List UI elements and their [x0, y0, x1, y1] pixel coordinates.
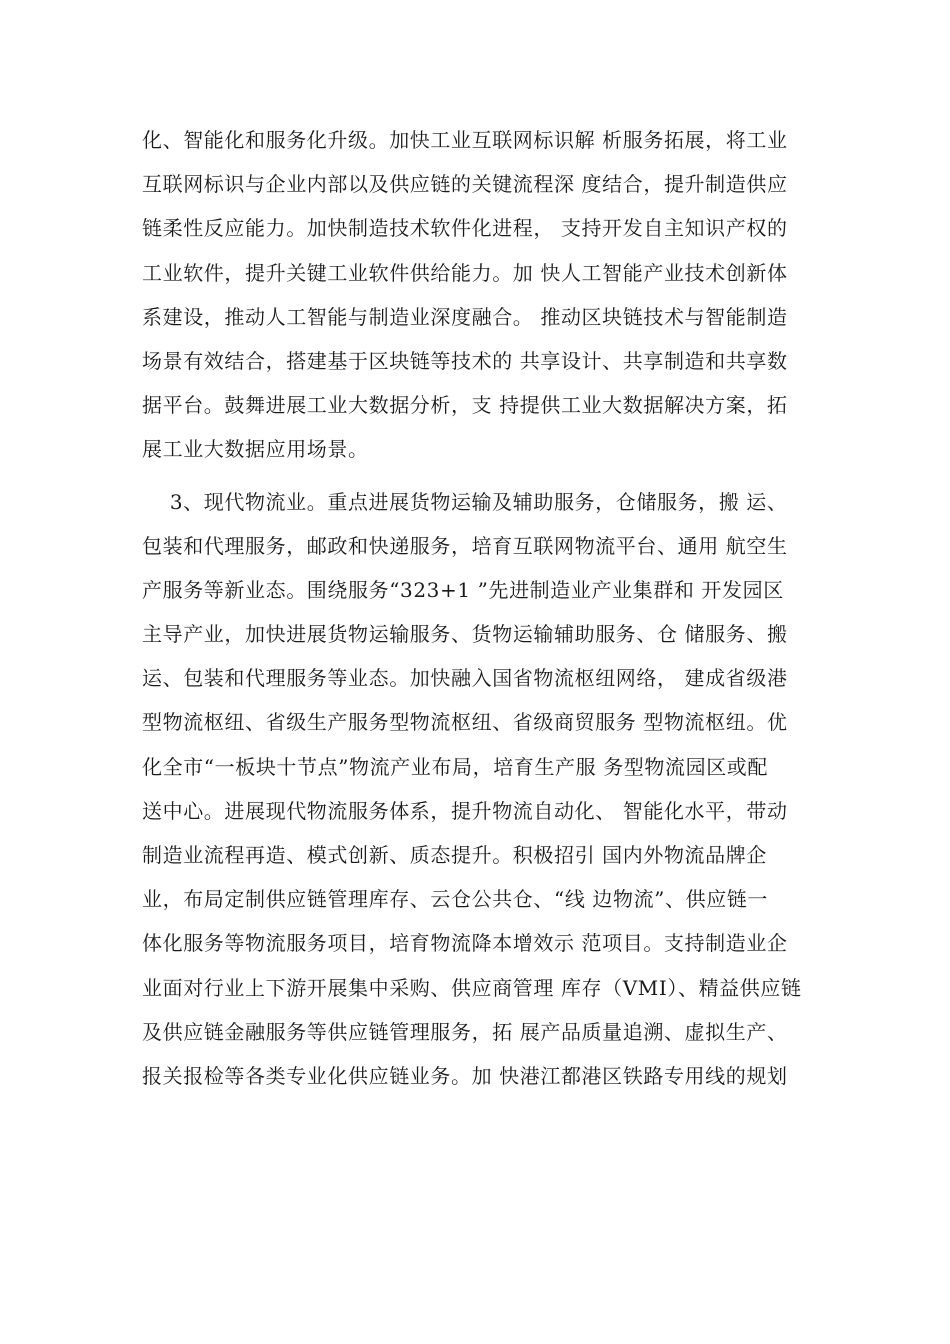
text-line: 体化服务等物流服务项目，培育物流降本增效示 范项目。支持制造业企 — [142, 931, 788, 956]
text-line: 业面对行业上下游开展集中采购、供应商管理 库存（VMI）、精益供应链 — [142, 975, 802, 1000]
text-line: 链柔性反应能力。加快制造技术软件化进程， 支持开发自主知识产权的 — [142, 216, 788, 241]
text-line: 业，布局定制供应链管理库存、云仓公共仓、“线 边物流”、供应链一 — [142, 887, 769, 912]
text-line: 3、现代物流业。重点进展货物运输及辅助服务，仓储服务，搬 运、 — [142, 489, 788, 514]
text-line: 互联网标识与企业内部以及供应链的关键流程深 度结合，提升制造供应 — [142, 172, 788, 197]
text-line: 运、包装和代理服务等业态。加快融入国省物流枢纽网络， 建成省级港 — [142, 666, 788, 691]
text-line: 及供应链金融服务等供应链管理服务，拓 展产品质量追溯、虚拟生产、 — [142, 1019, 788, 1044]
text-line: 系建设，推动人工智能与制造业深度融合。 推动区块链技术与智能制造 — [142, 304, 788, 329]
text-line: 报关报检等各类专业化供应链业务。加 快港江都港区铁路专用线的规划 — [142, 1063, 788, 1088]
text-line: 送中心。进展现代物流服务体系，提升物流自动化、 智能化水平，带动 — [142, 798, 788, 823]
text-line: 主导产业，加快进展货物运输服务、货物运输辅助服务、仓 储服务、搬 — [142, 622, 788, 647]
text-line: 产服务等新业态。围绕服务“323+1 ”先进制造业产业集群和 开发园区 — [142, 577, 784, 602]
text-line: 包装和代理服务，邮政和快递服务，培育互联网物流平台、通用 航空生 — [142, 533, 788, 558]
text-line: 化、智能化和服务化升级。加快工业互联网标识解 析服务拓展，将工业 — [142, 128, 788, 152]
text-line: 型物流枢纽、省级生产服务型物流枢纽、省级商贸服务 型物流枢纽。优 — [142, 710, 788, 735]
paragraph-1 — [142, 118, 842, 472]
text-line: 制造业流程再造、模式创新、质态提升。积极招引 国内外物流品牌企 — [142, 843, 767, 867]
text-line: 化全市“一板块十节点”物流产业布局，培育生产服 务型物流园区或配 — [142, 754, 769, 779]
text-line: 工业软件，提升关键工业软件供给能力。加 快人工智能产业技术创新体 — [142, 260, 788, 285]
text-line: 场景有效结合，搭建基于区块链等技术的 共享设计、共享制造和共享数 — [142, 348, 788, 373]
paragraph-2 — [142, 480, 842, 1099]
body-text — [142, 118, 842, 1098]
paragraph-gap — [142, 472, 842, 480]
text-line: 展工业大数据应用场景。 — [142, 437, 369, 462]
text-line: 据平台。鼓舞进展工业大数据分析，支 持提供工业大数据解决方案，拓 — [142, 393, 788, 418]
